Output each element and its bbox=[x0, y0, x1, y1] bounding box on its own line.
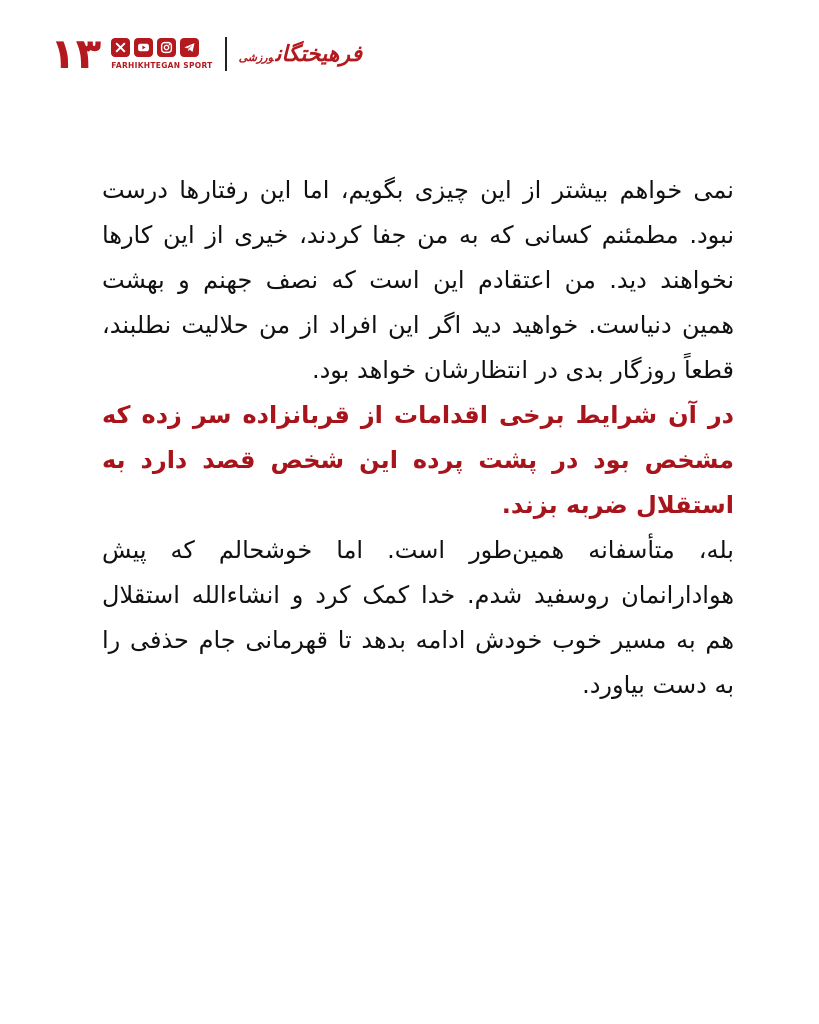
header bbox=[50, 26, 362, 82]
paragraph-answer-2: بله، متأسفانه همین‌طور است. اما خوشحالم که پیش هوادارانمان روسفید شدم. خدا کمک کرد و انشاءالله استقلال هم به مسیر خوب خودش ادامه بدهد تا قهرمانی جام حذفی را به دست بیاورد. bbox=[102, 536, 734, 699]
logo-suffix: ورزشی bbox=[238, 51, 274, 64]
logo bbox=[239, 41, 362, 67]
youtube-icon[interactable] bbox=[134, 38, 153, 57]
social-icons bbox=[111, 38, 199, 57]
question-highlight: در آن شرایط برخی اقدامات از قربانزاده سر زده که مشخص بود در پشت پرده این شخص قصد دارد به استقلال ضربه بزند. bbox=[102, 401, 734, 519]
instagram-icon[interactable] bbox=[157, 38, 176, 57]
brand-subtitle: FARHIKHTEGAN SPORT bbox=[111, 61, 213, 70]
brand-block bbox=[111, 38, 212, 70]
header-divider bbox=[225, 37, 227, 71]
x-icon[interactable] bbox=[111, 38, 130, 57]
telegram-icon[interactable] bbox=[180, 38, 199, 57]
article-body bbox=[102, 168, 734, 708]
paragraph-answer-1: نمی خواهم بیشتر از این چیزی بگویم، اما این رفتارها درست نبود. مطمئنم کسانی که به من جفا کردند، خیری از این کارها نخواهند دید. من اعتقادم این است که نصف جهنم و بهشت همین دنیاست. خواهید دید اگر این افراد از من حلالیت نطلبند، قطعاً روزگار بدی در انتظارشان خواهد بود. bbox=[102, 176, 734, 384]
logo-text: فرهیختگان bbox=[275, 41, 363, 67]
page-number: ۱۳ bbox=[50, 29, 102, 78]
